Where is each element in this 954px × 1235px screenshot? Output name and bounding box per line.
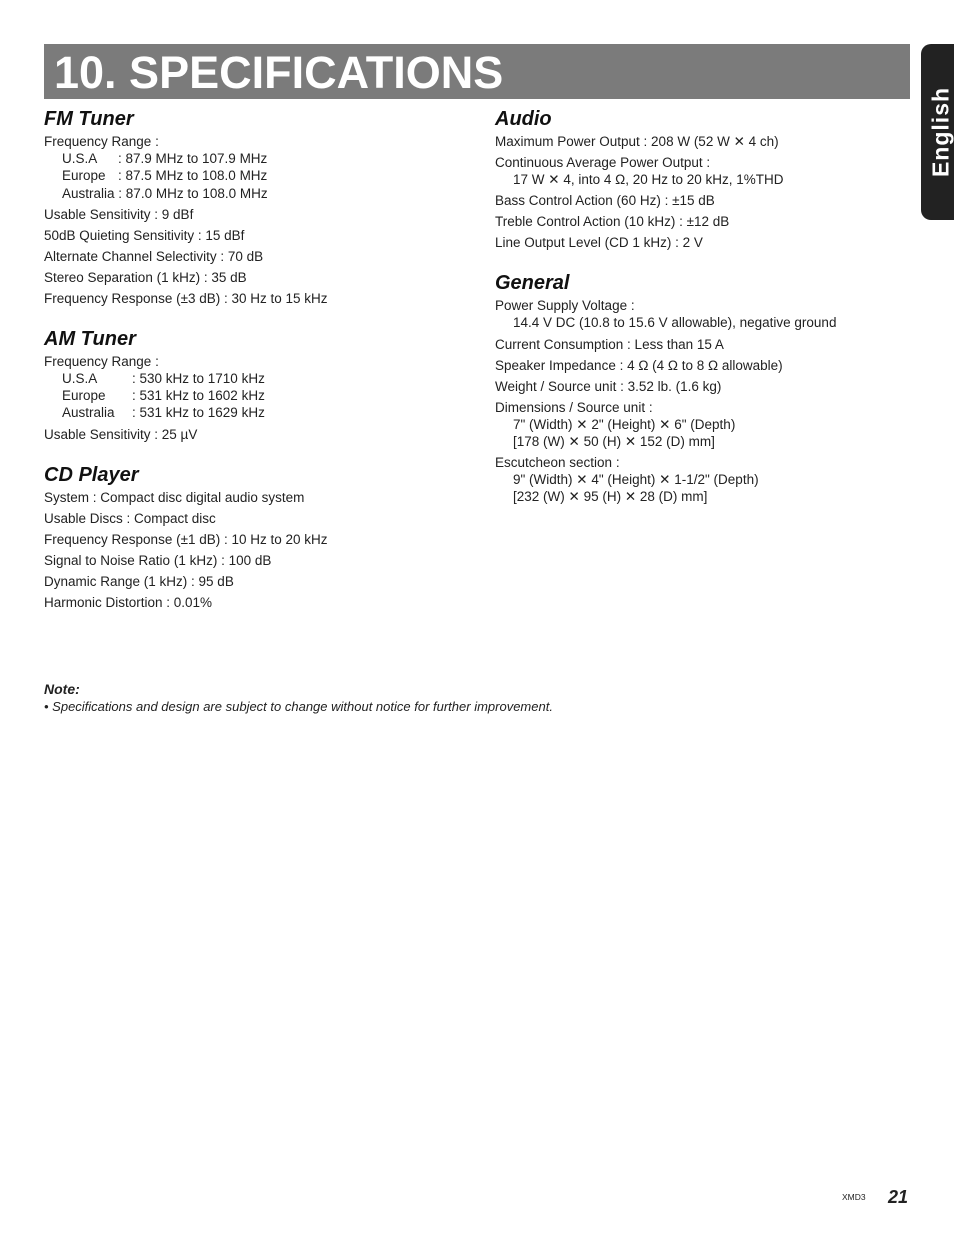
fm-freq-range-usa: U.S.A : 87.9 MHz to 107.9 MHz <box>62 151 268 166</box>
fm-spec-line: Frequency Response (±3 dB) : 30 Hz to 15 kHz <box>44 290 328 306</box>
general-escutcheon-imperial: 9" (Width) ✕ 4" (Height) ✕ 1-1/2" (Depth) <box>513 472 759 488</box>
page-title: 10. SPECIFICATIONS <box>54 47 504 98</box>
note-heading: Note: <box>44 681 80 697</box>
am-freq-range-australia: Australia : 531 kHz to 1629 kHz <box>62 405 265 421</box>
am-spec-line: Usable Sensitivity : 25 µV <box>44 426 198 442</box>
left-column <box>44 107 464 627</box>
audio-spec-line: Treble Control Action (10 kHz) : ±12 dB <box>495 214 730 230</box>
fm-freq-range-europe: Europe : 87.5 MHz to 108.0 MHz <box>62 168 268 184</box>
am-freq-range-europe: Europe : 531 kHz to 1602 kHz <box>62 388 265 404</box>
am-freq-range-label: Frequency Range : <box>44 353 159 369</box>
audio-continuous-value: 17 W ✕ 4, into 4 Ω, 20 Hz to 20 kHz, 1%THD <box>513 172 784 187</box>
general-supply-label: Power Supply Voltage : <box>495 298 635 314</box>
note-block <box>44 681 904 715</box>
fm-spec-line: Alternate Channel Selectivity : 70 dB <box>44 248 264 264</box>
fm-tuner-heading: FM Tuner <box>44 108 134 130</box>
general-section <box>495 271 895 505</box>
general-weight: Weight / Source unit : 3.52 lb. (1.6 kg) <box>495 378 722 394</box>
model-code: XMD3 <box>842 1192 866 1202</box>
cd-player-section <box>44 463 464 611</box>
general-escutcheon-metric: [232 (W) ✕ 95 (H) ✕ 28 (D) mm] <box>513 489 708 505</box>
language-tab-label: English <box>927 86 954 178</box>
fm-spec-line: 50dB Quieting Sensitivity : 15 dBf <box>44 227 245 243</box>
page-number: 21 <box>888 1187 909 1207</box>
am-freq-range-usa: U.S.A : 530 kHz to 1710 kHz <box>62 370 265 386</box>
cd-spec-line: Dynamic Range (1 kHz) : 95 dB <box>44 573 234 589</box>
general-current: Current Consumption : Less than 15 A <box>495 336 724 352</box>
right-column <box>495 107 895 522</box>
general-dimensions-metric: [178 (W) ✕ 50 (H) ✕ 152 (D) mm] <box>513 433 715 449</box>
general-impedance: Speaker Impedance : 4 Ω (4 Ω to 8 Ω allowable) <box>495 357 783 373</box>
cd-spec-line: System : Compact disc digital audio system <box>44 489 305 505</box>
audio-spec-line: Line Output Level (CD 1 kHz) : 2 V <box>495 235 703 251</box>
audio-spec-line: Bass Control Action (60 Hz) : ±15 dB <box>495 193 715 209</box>
audio-heading: Audio <box>495 108 552 130</box>
fm-spec-line: Stereo Separation (1 kHz) : 35 dB <box>44 269 247 285</box>
cd-spec-line: Frequency Response (±1 dB) : 10 Hz to 20 kHz <box>44 531 328 547</box>
audio-max-power: Maximum Power Output : 208 W (52 W ✕ 4 ch) <box>495 134 779 149</box>
fm-freq-range-australia: Australia : 87.0 MHz to 108.0 MHz <box>62 185 268 201</box>
cd-player-heading: CD Player <box>44 463 139 486</box>
cd-spec-line: Usable Discs : Compact disc <box>44 510 216 526</box>
audio-section <box>495 107 895 251</box>
cd-spec-line: Harmonic Distortion : 0.01% <box>44 594 213 610</box>
fm-spec-line: Usable Sensitivity : 9 dBf <box>44 206 194 222</box>
language-tab <box>921 44 954 220</box>
general-supply-value: 14.4 V DC (10.8 to 15.6 V allowable), negative ground <box>513 315 837 331</box>
title-bar <box>44 44 910 99</box>
cd-spec-line: Signal to Noise Ratio (1 kHz) : 100 dB <box>44 552 272 568</box>
am-tuner-section <box>44 327 464 443</box>
fm-tuner-section <box>44 107 464 307</box>
note-text: • Specifications and design are subject to change without notice for further improvement. <box>44 699 553 714</box>
general-heading: General <box>495 272 570 295</box>
am-tuner-heading: AM Tuner <box>44 327 136 350</box>
general-dimensions-imperial: 7" (Width) ✕ 2" (Height) ✕ 6" (Depth) <box>513 416 736 432</box>
audio-continuous-label: Continuous Average Power Output : <box>495 155 711 170</box>
fm-freq-range-label: Frequency Range : <box>44 134 159 149</box>
general-dimensions-label: Dimensions / Source unit : <box>495 399 653 415</box>
general-escutcheon-label: Escutcheon section : <box>495 455 620 471</box>
